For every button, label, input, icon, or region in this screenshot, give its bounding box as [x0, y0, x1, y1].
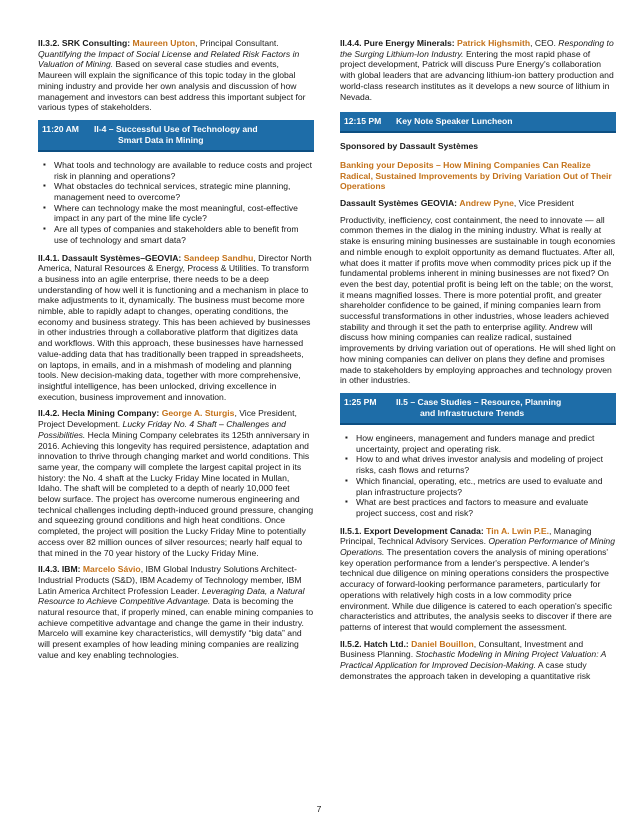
talk-title: Stochastic Modeling in Mining Project Valuation: A Practical Application for Improved Decision-Making.	[340, 649, 607, 671]
talk-body: The presentation covers the analysis of mining operations' key operation performance from a lender's perspective. A lender's technical due diligence on mining operations considers the prospective accuracy of forward-looking performance parameters, particularly for operations with relatively high costs in a low commodity price environment. While due diligence is catered to each operation's specific characteristics and attributes, the analysis seeks to discover if there are patterns of interest that would complement the assessment.	[340, 547, 613, 632]
talk-ii-5-1	[340, 526, 616, 633]
list-item: ▪ What obstacles do technical services, strategic mine planning, management need to overcome?	[38, 181, 314, 202]
session-time: 1:25 PM	[344, 396, 377, 407]
speaker-name: Andrew Pyne	[459, 198, 514, 209]
list-item: ▪ Which financial, operating, etc., metrics are used to evaluate and plan infrastructure projects?	[340, 476, 616, 497]
session-title	[94, 124, 310, 146]
list-item: ▪ Where can technology make the most meaningful, cost-effective impact in any part of the mine life cycle?	[38, 203, 314, 224]
speaker-name: Sandeep Sandhu	[183, 252, 254, 263]
talk-number: II.5.2. Hatch Ltd.:	[340, 638, 409, 649]
session-bar-luncheon	[340, 112, 616, 133]
talk-number: II.4.2. Hecla Mining Company:	[38, 408, 160, 419]
speaker-org: Dassault Systèmes GEOVIA:	[340, 198, 458, 209]
speaker-name: Patrick Highsmith	[457, 38, 531, 48]
talk-body: Entering the most rapid phase of project development, Patrick will discuss Pure Energy's collaboration with global leaders that are advancing lithium-ion battery production and world-class research institutes as it develops a new source of lithium in Nevada.	[340, 48, 614, 102]
session-title	[396, 397, 612, 419]
talk-title: Lucky Friday No. 4 Shaft – Challenges and Possibilities.	[38, 419, 286, 440]
session-bar-ii-5	[340, 393, 616, 425]
sponsor-line: Sponsored by Dassault Systèmes	[340, 141, 479, 152]
talk-ii-4-2	[38, 408, 314, 558]
talk-number: II.3.2. SRK Consulting:	[38, 38, 131, 48]
talk-body: Hecla Mining Company celebrates its 125th anniversary in 2016. Achieving this longevity has required persistence, adaptation and innovation to thrive through changing market and world conditions. This same year, the company will complete the largest capital project in its history: the No. 4 shaft at the Lucky Friday Mine located in Mullan, Idaho. The shaft will be completed to a depth of nearly 10,000 feet below surface. The project has overcome numerous engineering and technical challenges including depth-induced ground pressure, changing and squeezing ground conditions and high heat conditions. Once completed, the project will position the Lucky Friday Mine to potentially access over 82 million ounces of silver resources; nearly half equal to that mined in the 70 year history of the Lucky Friday Mine.	[38, 429, 314, 558]
speaker-role: , Vice President, Project Development.	[38, 408, 297, 430]
right-column	[340, 38, 616, 687]
talk-ii-5-2	[340, 639, 616, 682]
list-item: ▪ How to and what drives investor analysis and modeling of project risks, cash flows and returns?	[340, 454, 616, 475]
session-title-line2: and Infrastructure Trends	[420, 407, 525, 418]
talk-body: A case study demonstrates the approach taken in developing a quantitative risk	[340, 660, 591, 681]
speaker-role: , Vice President	[513, 198, 574, 209]
talk-title: Responding to the Surging Lithium-Ion Industry.	[340, 38, 614, 59]
speaker-name: Tin A. Lwin P.E.	[486, 525, 550, 536]
talk-number: II.4.4. Pure Energy Minerals:	[340, 38, 455, 48]
list-item: ▪ How engineers, management and funders manage and predict uncertainty, project and operating risk.	[340, 433, 616, 454]
session-time: 11:20 AM	[42, 123, 79, 134]
speaker-role: , Principal Consultant.	[195, 38, 279, 48]
keynote-body: Productivity, inefficiency, cost containment, the need to innovate — all common themes in the dialog in the mining industry. What is really at stake is ensuring mining businesses are sustainable in tough economies and nimble enough to exploit opportunity as demand fluctuates. After all, what does it matter if profits move when commodity prices pick up if the fundamental problems inherent in mining businesses are not fixed? On even the best day, potential profit is being left on the table; on the worst, it means magnified losses. There is more potential profit, and greater shareholder confidence to be gained, if mining companies learn from successful transformations in other industries, whose leaders achieved stability and through it set the path to enterprise agility. Andrew will discuss how mining companies can realize radical, sustained improvements by driving variation out of operations. He will shed light on how mining companies can deliver on plans they define and promises made to stakeholders by employing approaches and technology proven in other industries.	[340, 214, 616, 386]
session-title-line1: II-4 – Successful Use of Technology and	[94, 123, 258, 134]
talk-body: Data is becoming the natural resource that, if properly mined, can enable mining companies to achieve competitive advantage and change the game in their industry. Marcelo will examine key characteristics, will demystify “big data” and will present examples of how leading mining companies are realizing value and key enabling technologies.	[38, 596, 314, 660]
talk-number: II.4.3. IBM:	[38, 564, 81, 575]
session-title-line1: II.5 – Case Studies – Resource, Planning	[396, 396, 562, 407]
left-column	[38, 38, 314, 667]
keynote-title: Banking your Deposits – How Mining Companies Can Realize Radical, Sustained Improvements by Driving Variation Out of Their Operations	[340, 159, 612, 192]
talk-ii-3-2	[38, 38, 314, 113]
speaker-role: , CEO.	[530, 38, 559, 48]
speaker-name: Maureen Upton	[132, 38, 196, 48]
talk-title: Quantifying the Impact of Social License and Related Risk Factors in Valuation of Mining.	[38, 48, 300, 70]
speaker-name: Marcelo Sávio	[82, 564, 141, 575]
session-questions	[38, 160, 314, 246]
talk-title: Operation Performance of Mining Operations.	[340, 536, 615, 558]
talk-ii-4-4	[340, 38, 616, 102]
list-item: ▪ What are best practices and factors to measure and evaluate project success, cost and risk?	[340, 497, 616, 518]
page-number: 7	[316, 804, 322, 814]
talk-body: Based on several case studies and events, Maureen will explain the significance of this topic today in the global mining industry and provide her own analysis and discussion of how management and investors can best address this important subject for various types of stakeholders.	[38, 59, 306, 113]
session-questions	[340, 433, 616, 519]
talk-number: II.5.1. Export Development Canada:	[340, 525, 484, 536]
session-title: Key Note Speaker Luncheon	[396, 116, 513, 127]
talk-number: II.4.1. Dassault Systèmes–GEOVIA:	[38, 252, 182, 263]
list-item: ▪ What tools and technology are available to reduce costs and project risk in planning and operations?	[38, 160, 314, 181]
speaker-name: Daniel Bouillon	[411, 638, 474, 649]
talk-body: , Director North America, Natural Resources & Energy, Process & Utilities. To transform a business into an agile enterprise, there needs to be a deep understanding of how well it is functioning and a mechanism in place to make adjustments to it, dynamically. The business must become more nimble, able to rapidly adapt to changes, operating conditions, the economy and business strategy. This has been achieved by businesses in other industries through a collaborative platform that digitizes data and workflows. With this approach, these businesses have harnessed value-adding data that has traditionally been trapped in spreadsheets, on laptops, in emails, and in a mishmash of modeling and planning tools. New decision-making data, together with more comprehensive, insightful intelligence, has been unlocked, driving excellence in execution, business improvement and innovation.	[38, 252, 312, 402]
speaker-role: , Consultant, Investment and Business Planning.	[340, 638, 584, 660]
speaker-role: , IBM Global Industry Solutions Architect-Industrial Products (S&D), IBM Academy of Technology member, IBM Latin America Architect Profession Leader.	[38, 564, 302, 596]
speaker-name: George A. Sturgis	[161, 408, 235, 419]
talk-ii-4-1	[38, 253, 314, 403]
session-time: 12:15 PM	[344, 116, 382, 127]
keynote-speaker	[340, 198, 616, 209]
talk-ii-4-3	[38, 564, 314, 660]
session-title-line2: Smart Data in Mining	[118, 134, 204, 145]
list-item: ▪ Are all types of companies and stakeholders able to benefit from use of technology and smart data?	[38, 224, 314, 245]
speaker-role: , Managing Principal, Technical Advisory Services.	[340, 525, 592, 547]
talk-title: Leveraging Data, a Natural Resource to Achieve Competitive Advantage.	[38, 585, 305, 607]
session-bar-ii-4	[38, 120, 314, 152]
